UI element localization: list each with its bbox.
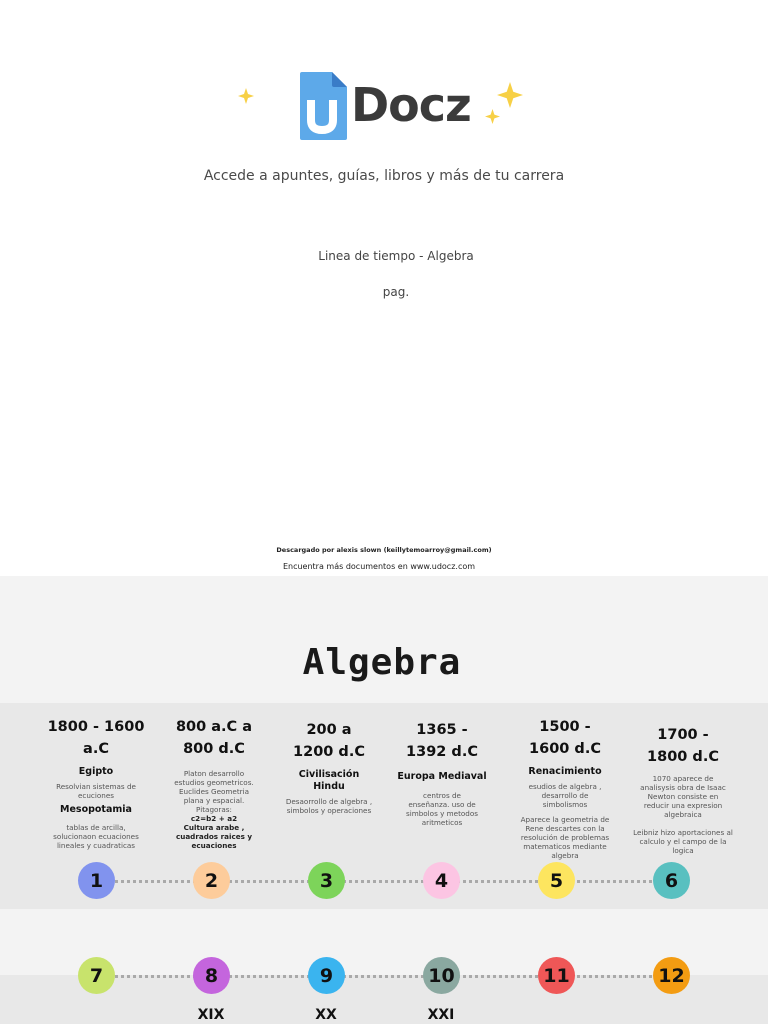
timeline-entry-1 [46,716,146,850]
timeline-title: Algebra [302,642,462,683]
timeline-marker-4: 4 [423,862,460,899]
timeline-page [0,576,768,1024]
entry-description: esudios de algebra , desarrollo de simbolismos [528,782,602,809]
timeline-marker-5: 5 [538,862,575,899]
entry-region: Mesopotamia [60,804,132,815]
page-label: pag. [382,285,410,299]
entry-description: Resolvian sistemas de ecuciones [56,782,136,800]
timeline-marker-2: 2 [193,862,230,899]
timeline-band-bottom [0,975,768,1024]
downloaded-by-text: Descargado por alexis slown (keillytemoarroy@gmail.com) [276,546,492,554]
entry-region: Egipto [78,766,114,777]
sparkle-icon [485,109,500,128]
timeline-marker-9: 9 [308,957,345,994]
timeline-marker-11: 11 [538,957,575,994]
entry-description: 1070 aparece de analisysis obra de Isaac Newton consiste en reducir una expresion algebraica [640,774,726,819]
entry-date: 1365 - 1392 d.C [406,722,478,760]
entry-date: 1500 - 1600 d.C [529,719,601,757]
udocz-logo [300,71,470,141]
entry-description: Aparece la geometria de Rene descartes con la resolución de problemas matematicos mediante algebra [520,815,610,860]
timeline-marker-12: 12 [653,957,690,994]
sparkle-icon [497,82,523,112]
timeline-connector [96,975,671,978]
timeline-entry-5 [515,716,615,860]
more-documents-link[interactable]: Encuentra más documentos en www.udocz.com [282,562,476,571]
entry-description: Leibniz hizo aportaciones al calculo y el campo de la logica [633,828,733,855]
entry-date: 1700 - 1800 d.C [647,727,719,765]
timeline-marker-3: 3 [308,862,345,899]
entry-region: Renacimiento [528,766,602,777]
timeline-marker-8: 8 [193,957,230,994]
entry-region: Europa Mediaval [397,771,487,782]
sparkle-icon [238,88,254,108]
century-label: XX [315,1007,337,1023]
entry-description: centros de enseñanza. uso de simbolos y metodos aritmeticos [405,791,478,827]
century-label: XXI [427,1007,455,1023]
entry-description: Platon desarrollo estudios geometricos. Euclides Geometria plana y espacial. Pitagoras: c2=b2 + a2 Cultura arabe , cuadrados raices y ecuaciones [174,769,254,850]
timeline-marker-6: 6 [653,862,690,899]
entry-date: 200 a 1200 d.C [293,722,365,760]
tagline: Accede a apuntes, guías, libros y más de tu carrera [203,168,565,184]
timeline-entry-6 [633,724,733,855]
entry-description: Desaorrollo de algebra , simbolos y operaciones [285,797,373,815]
timeline-marker-7: 7 [78,957,115,994]
timeline-marker-10: 10 [423,957,460,994]
document-title: Linea de tiempo - Algebra [318,249,474,263]
timeline-entry-2 [164,716,264,850]
entry-description: tablas de arcilla, solucionaon ecuaciones lineales y cuadraticas [53,823,139,850]
timeline-marker-1: 1 [78,862,115,899]
timeline-connector [96,880,671,883]
entry-date: 800 a.C a 800 d.C [175,719,253,757]
document-icon [300,72,347,140]
brand-name: Docz [351,78,471,132]
timeline-entry-3 [279,719,379,815]
century-label: XIX [197,1007,225,1023]
entry-date: 1800 - 1600 a.C [47,719,145,757]
timeline-entry-4 [392,719,492,827]
entry-region: Civilisación Hindu [298,769,360,792]
